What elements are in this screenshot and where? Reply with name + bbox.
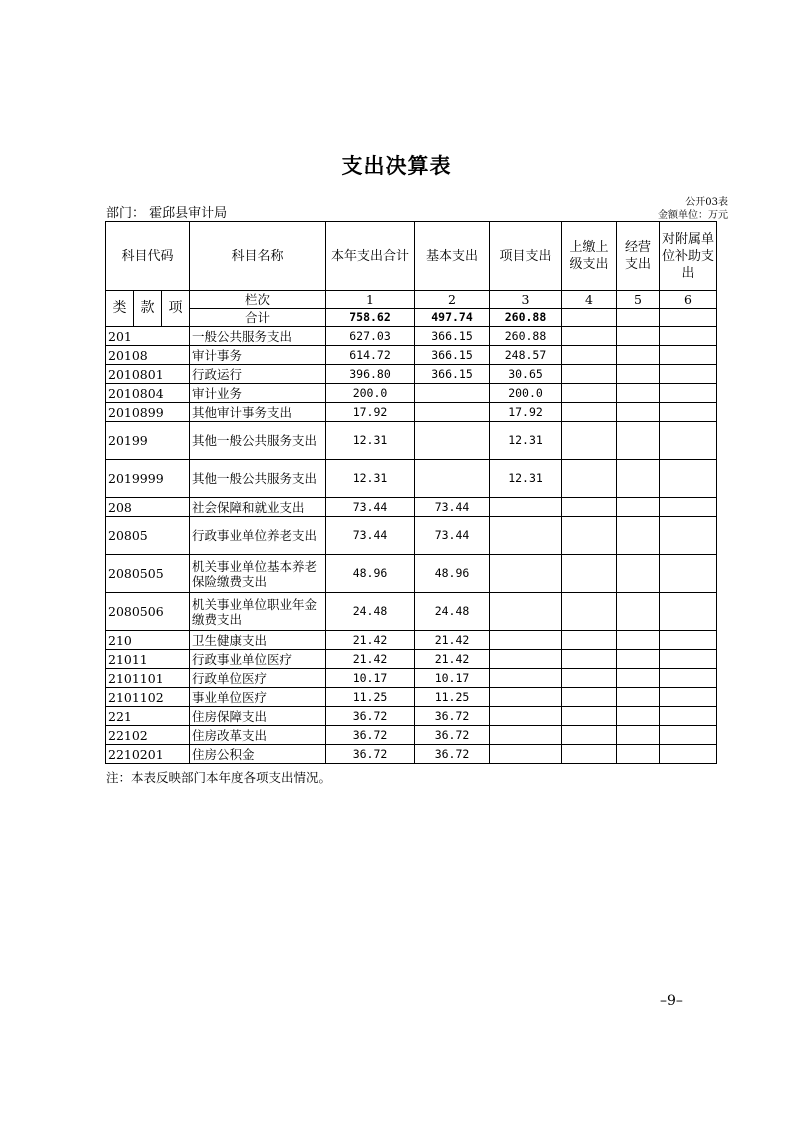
row-business xyxy=(617,726,660,745)
row-subsidy xyxy=(660,346,717,365)
row-project xyxy=(490,745,562,764)
row-code: 2010804 xyxy=(106,384,190,403)
row-subsidy xyxy=(660,726,717,745)
col-num-2: 2 xyxy=(415,291,490,309)
row-project: 260.88 xyxy=(490,327,562,346)
row-upper xyxy=(562,745,617,764)
row-upper xyxy=(562,650,617,669)
table-row xyxy=(106,669,717,688)
row-basic: 366.15 xyxy=(415,346,490,365)
row-project: 12.31 xyxy=(490,422,562,460)
row-code: 22102 xyxy=(106,726,190,745)
total-row xyxy=(106,309,717,327)
row-business xyxy=(617,384,660,403)
row-basic: 10.17 xyxy=(415,669,490,688)
row-code: 201 xyxy=(106,327,190,346)
row-subsidy xyxy=(660,403,717,422)
row-subsidy xyxy=(660,631,717,650)
row-business xyxy=(617,498,660,517)
row-basic xyxy=(415,384,490,403)
row-basic xyxy=(415,403,490,422)
row-total: 21.42 xyxy=(326,631,415,650)
row-basic: 21.42 xyxy=(415,650,490,669)
row-basic: 366.15 xyxy=(415,365,490,384)
header-kuan: 款 xyxy=(134,291,162,327)
row-upper xyxy=(562,593,617,631)
row-name: 其他一般公共服务支出 xyxy=(190,460,326,498)
row-subsidy xyxy=(660,593,717,631)
row-subsidy xyxy=(660,498,717,517)
row-business xyxy=(617,555,660,593)
row-name: 住房公积金 xyxy=(190,745,326,764)
table-row xyxy=(106,422,717,460)
header-lei: 类 xyxy=(106,291,134,327)
row-subsidy xyxy=(660,460,717,498)
row-subsidy xyxy=(660,365,717,384)
row-business xyxy=(617,460,660,498)
row-total: 24.48 xyxy=(326,593,415,631)
row-total: 36.72 xyxy=(326,726,415,745)
row-name: 社会保障和就业支出 xyxy=(190,498,326,517)
row-business xyxy=(617,517,660,555)
amount-unit: 金额单位：万元 xyxy=(658,210,728,221)
table-row xyxy=(106,460,717,498)
column-number-row xyxy=(106,291,717,309)
row-basic: 48.96 xyxy=(415,555,490,593)
row-code: 2080506 xyxy=(106,593,190,631)
row-subsidy xyxy=(660,422,717,460)
table-row xyxy=(106,384,717,403)
row-subsidy xyxy=(660,707,717,726)
row-business xyxy=(617,745,660,764)
row-upper xyxy=(562,707,617,726)
row-code: 2101102 xyxy=(106,688,190,707)
row-business xyxy=(617,365,660,384)
table-row xyxy=(106,688,717,707)
row-subsidy xyxy=(660,555,717,593)
row-code: 221 xyxy=(106,707,190,726)
row-total: 10.17 xyxy=(326,669,415,688)
row-business xyxy=(617,688,660,707)
col-num-5: 5 xyxy=(617,291,660,309)
row-total: 17.92 xyxy=(326,403,415,422)
table-note: 注：本表反映部门本年度各项支出情况。 xyxy=(106,770,332,785)
row-upper xyxy=(562,517,617,555)
col-num-1: 1 xyxy=(326,291,415,309)
row-basic: 36.72 xyxy=(415,726,490,745)
row-code: 21011 xyxy=(106,650,190,669)
row-upper xyxy=(562,555,617,593)
row-upper xyxy=(562,346,617,365)
total-label: 合计 xyxy=(190,309,326,327)
col-num-4: 4 xyxy=(562,291,617,309)
row-basic xyxy=(415,422,490,460)
header-lanci: 栏次 xyxy=(190,291,326,309)
row-subsidy xyxy=(660,688,717,707)
header-xiang: 项 xyxy=(162,291,190,327)
page-number: –9– xyxy=(660,993,683,1009)
row-project xyxy=(490,669,562,688)
row-total: 36.72 xyxy=(326,707,415,726)
row-name: 机关事业单位基本养老保险缴费支出 xyxy=(190,555,326,593)
table-row xyxy=(106,631,717,650)
row-business xyxy=(617,327,660,346)
row-project xyxy=(490,707,562,726)
expenditure-table xyxy=(105,221,717,764)
row-name: 审计业务 xyxy=(190,384,326,403)
row-code: 208 xyxy=(106,498,190,517)
header-code: 科目代码 xyxy=(106,222,190,291)
table-row xyxy=(106,650,717,669)
row-total: 11.25 xyxy=(326,688,415,707)
table-row xyxy=(106,707,717,726)
table-row xyxy=(106,555,717,593)
department-label: 部门： 霍邱县审计局 xyxy=(106,206,228,221)
row-code: 2210201 xyxy=(106,745,190,764)
row-name: 其他审计事务支出 xyxy=(190,403,326,422)
total-subsidy xyxy=(660,309,717,327)
row-name: 行政事业单位医疗 xyxy=(190,650,326,669)
row-name: 行政事业单位养老支出 xyxy=(190,517,326,555)
row-code: 2010899 xyxy=(106,403,190,422)
row-name: 住房保障支出 xyxy=(190,707,326,726)
row-basic: 21.42 xyxy=(415,631,490,650)
row-name: 住房改革支出 xyxy=(190,726,326,745)
row-total: 48.96 xyxy=(326,555,415,593)
row-basic: 36.72 xyxy=(415,745,490,764)
row-business xyxy=(617,422,660,460)
row-total: 73.44 xyxy=(326,517,415,555)
row-basic xyxy=(415,460,490,498)
table-row xyxy=(106,365,717,384)
row-basic: 73.44 xyxy=(415,517,490,555)
form-number: 公开03表 xyxy=(685,197,728,208)
row-project: 17.92 xyxy=(490,403,562,422)
table-row xyxy=(106,403,717,422)
row-subsidy xyxy=(660,650,717,669)
row-project xyxy=(490,593,562,631)
row-subsidy xyxy=(660,745,717,764)
row-project: 248.57 xyxy=(490,346,562,365)
table-row xyxy=(106,517,717,555)
header-subsidy: 对附属单位补助支出 xyxy=(660,222,717,291)
row-code: 210 xyxy=(106,631,190,650)
row-name: 行政运行 xyxy=(190,365,326,384)
row-name: 机关事业单位职业年金缴费支出 xyxy=(190,593,326,631)
row-name: 行政单位医疗 xyxy=(190,669,326,688)
row-code: 20108 xyxy=(106,346,190,365)
header-name: 科目名称 xyxy=(190,222,326,291)
row-upper xyxy=(562,669,617,688)
row-name: 审计事务 xyxy=(190,346,326,365)
row-subsidy xyxy=(660,327,717,346)
row-code: 20199 xyxy=(106,422,190,460)
row-upper xyxy=(562,327,617,346)
header-total: 本年支出合计 xyxy=(326,222,415,291)
col-num-6: 6 xyxy=(660,291,717,309)
row-upper xyxy=(562,631,617,650)
row-project: 200.0 xyxy=(490,384,562,403)
row-code: 2080505 xyxy=(106,555,190,593)
row-upper xyxy=(562,726,617,745)
row-subsidy xyxy=(660,384,717,403)
total-upper xyxy=(562,309,617,327)
row-name: 其他一般公共服务支出 xyxy=(190,422,326,460)
row-name: 一般公共服务支出 xyxy=(190,327,326,346)
row-business xyxy=(617,669,660,688)
row-total: 614.72 xyxy=(326,346,415,365)
row-total: 73.44 xyxy=(326,498,415,517)
col-num-3: 3 xyxy=(490,291,562,309)
row-business xyxy=(617,403,660,422)
table-row xyxy=(106,745,717,764)
row-business xyxy=(617,707,660,726)
total-project: 260.88 xyxy=(490,309,562,327)
header-row xyxy=(106,222,717,291)
row-upper xyxy=(562,460,617,498)
row-total: 200.0 xyxy=(326,384,415,403)
row-code: 2101101 xyxy=(106,669,190,688)
row-basic: 36.72 xyxy=(415,707,490,726)
row-business xyxy=(617,650,660,669)
total-business xyxy=(617,309,660,327)
row-basic: 11.25 xyxy=(415,688,490,707)
total-basic: 497.74 xyxy=(415,309,490,327)
table-row xyxy=(106,327,717,346)
row-upper xyxy=(562,365,617,384)
row-total: 627.03 xyxy=(326,327,415,346)
row-basic: 24.48 xyxy=(415,593,490,631)
row-upper xyxy=(562,498,617,517)
row-name: 卫生健康支出 xyxy=(190,631,326,650)
row-upper xyxy=(562,384,617,403)
row-code: 2019999 xyxy=(106,460,190,498)
row-code: 20805 xyxy=(106,517,190,555)
table-row xyxy=(106,593,717,631)
row-subsidy xyxy=(660,669,717,688)
row-project xyxy=(490,498,562,517)
row-code: 2010801 xyxy=(106,365,190,384)
row-project xyxy=(490,517,562,555)
row-total: 21.42 xyxy=(326,650,415,669)
row-basic: 366.15 xyxy=(415,327,490,346)
row-project xyxy=(490,650,562,669)
header-project: 项目支出 xyxy=(490,222,562,291)
row-upper xyxy=(562,403,617,422)
row-project: 12.31 xyxy=(490,460,562,498)
row-business xyxy=(617,631,660,650)
row-total: 396.80 xyxy=(326,365,415,384)
row-total: 36.72 xyxy=(326,745,415,764)
table-row xyxy=(106,726,717,745)
header-upper: 上缴上级支出 xyxy=(562,222,617,291)
header-basic: 基本支出 xyxy=(415,222,490,291)
row-total: 12.31 xyxy=(326,460,415,498)
table-row xyxy=(106,346,717,365)
row-name: 事业单位医疗 xyxy=(190,688,326,707)
row-subsidy xyxy=(660,517,717,555)
row-upper xyxy=(562,688,617,707)
row-project xyxy=(490,555,562,593)
total-sum: 758.62 xyxy=(326,309,415,327)
table-row xyxy=(106,498,717,517)
row-upper xyxy=(562,422,617,460)
header-business: 经营支出 xyxy=(617,222,660,291)
row-project xyxy=(490,688,562,707)
row-business xyxy=(617,593,660,631)
page-title: 支出决算表 xyxy=(341,153,452,178)
row-project xyxy=(490,726,562,745)
row-project: 30.65 xyxy=(490,365,562,384)
row-total: 12.31 xyxy=(326,422,415,460)
row-basic: 73.44 xyxy=(415,498,490,517)
row-business xyxy=(617,346,660,365)
row-project xyxy=(490,631,562,650)
